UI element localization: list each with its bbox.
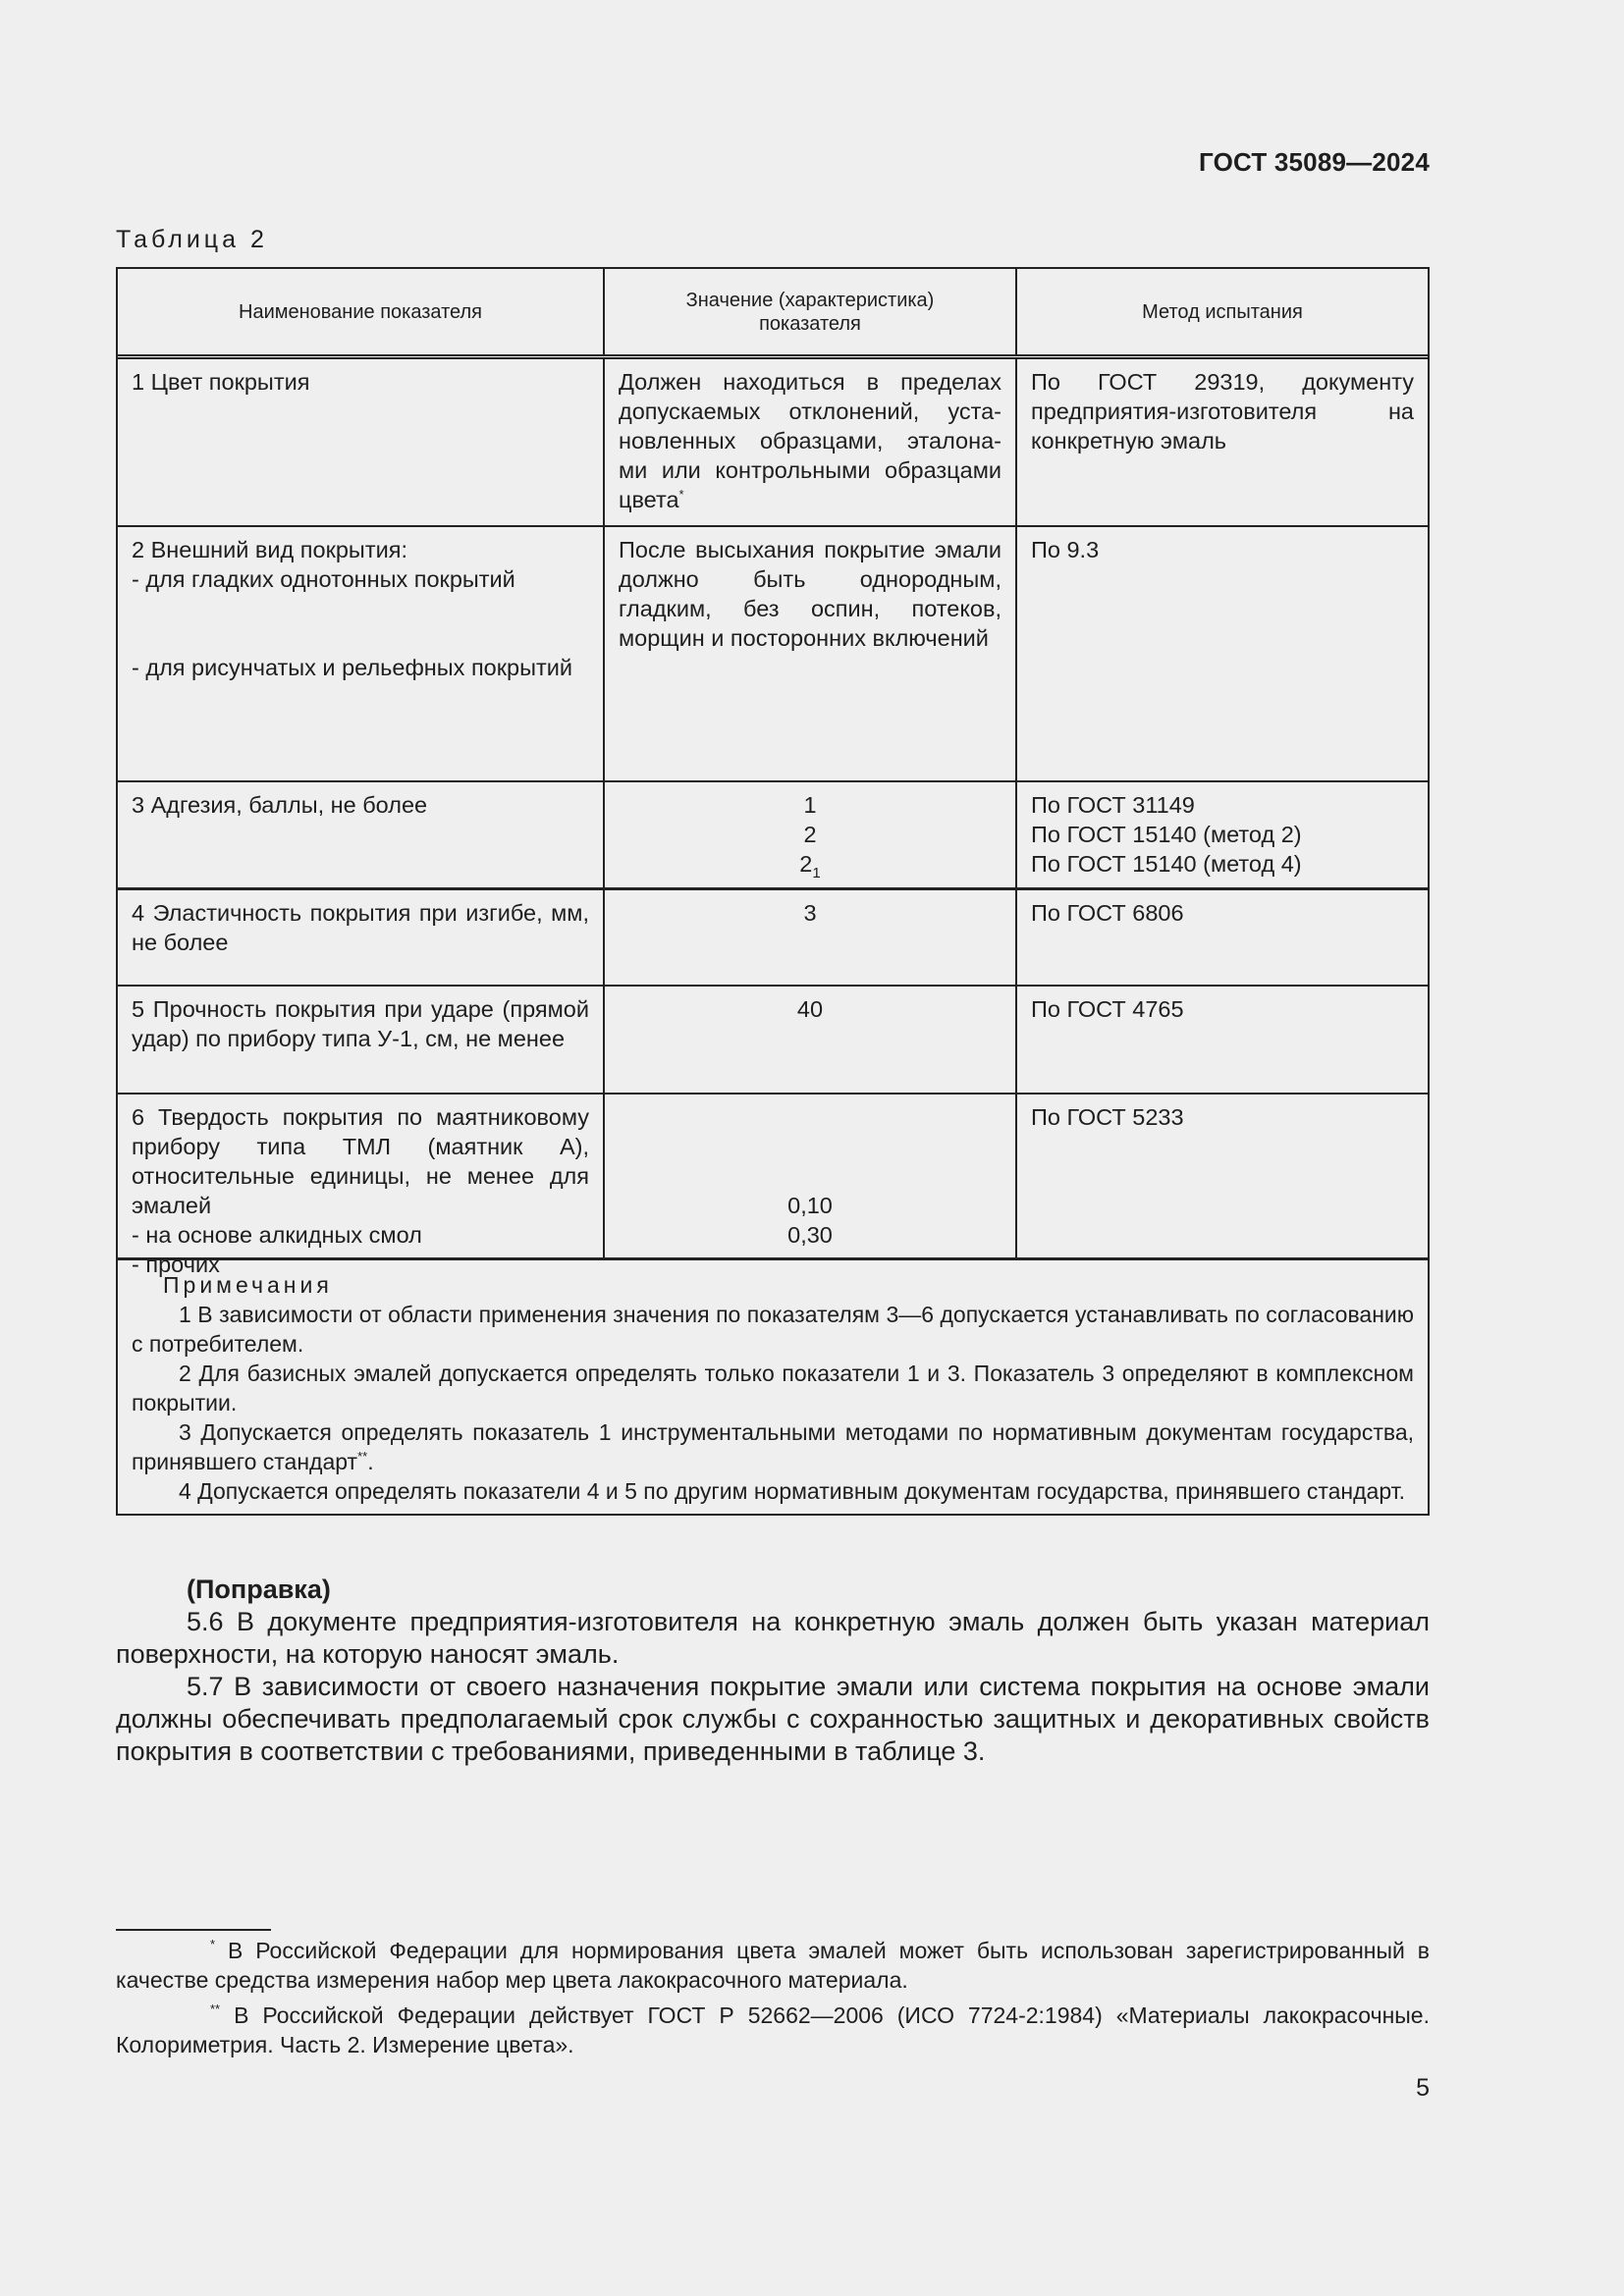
table-row bbox=[118, 782, 1428, 890]
requirements-table bbox=[116, 267, 1430, 1516]
row-5-method: По ГОСТ 4765 bbox=[1031, 996, 1184, 1022]
table-row bbox=[118, 1095, 1428, 1277]
row-5-name: 5 Прочность покрытия при ударе (прямой удар) по прибору типа У-1, см, не менее bbox=[118, 987, 605, 1093]
footnote-1: * В Российской Федерации для нормирования цвета эмалей может быть использован зарегистрированный в качестве средства измерения набор мер цвета лакокрасочного материала. bbox=[116, 1937, 1430, 1993]
row-1-name: 1 Цвет покрытия bbox=[118, 359, 605, 525]
row-5-value: 40 bbox=[605, 987, 1017, 1093]
row-3-name: 3 Адгезия, баллы, не более bbox=[118, 782, 605, 887]
note-item: 1 В зависимости от области применения значения по показателям 3—6 допускается устанавливать по согласованию с потребителем. bbox=[132, 1302, 1414, 1357]
paragraph-5-6: 5.6 В документе предприятия-изготовителя на конкретную эмаль должен быть указан материал поверхности, на которую наносят эмаль. bbox=[116, 1607, 1430, 1669]
column-header-method: Метод испытания bbox=[1142, 300, 1303, 323]
footnote-2: ** В Российской Федерации действует ГОСТ Р 52662—2006 (ИСО 7724-2:1984) «Материалы лакокрасочные. Колориметрия. Часть 2. Измерение цвета». bbox=[116, 2002, 1430, 2057]
row-3-value: 1 2 $2_1$ bbox=[605, 782, 1017, 887]
row-2-value: После высыхания покрытие эмали должно быть однородным, гладким, без оспин, потеков, морщин и посторонних включений bbox=[605, 527, 1017, 780]
column-header-value: Значение (характеристика) показателя bbox=[605, 269, 1017, 354]
footnote-mark: ** bbox=[357, 1449, 368, 1464]
row-6-value: 0,10 0,30 bbox=[605, 1095, 1017, 1257]
note-item: 2 Для базисных эмалей допускается определять только показатели 1 и 3. Показатель 3 определяют в комплексном покрытии. bbox=[132, 1361, 1414, 1415]
note-item: 3 Допускается определять показатель 1 инструментальными методами по нормативным документам государства, принявшего стандарт**. bbox=[132, 1419, 1414, 1474]
note-item: 4 Допускается определять показатели 4 и 5 по другим нормативным документам государства, принявшего стандарт. bbox=[179, 1478, 1406, 1504]
table-notes bbox=[118, 1260, 1428, 1514]
table-caption: Таблица 2 bbox=[116, 226, 268, 253]
row-2-method: По 9.3 bbox=[1031, 537, 1100, 562]
page-number: 5 bbox=[1416, 2074, 1430, 2102]
footnote-separator bbox=[116, 1929, 271, 1931]
row-6-name: 6 Твердость покрытия по маятниковому прибору типа ТМЛ (маятник А), относительные единицы, не менее для эмалей - на основе алкидных смол - прочих bbox=[118, 1095, 605, 1257]
row-6-method: По ГОСТ 5233 bbox=[1031, 1104, 1184, 1130]
footnote-mark: * bbox=[678, 487, 684, 502]
table-header-row bbox=[118, 269, 1428, 359]
row-1-method: По ГОСТ 29319, документу предприятия-изготовителя на конкретную эмаль bbox=[1031, 369, 1414, 454]
column-header-name: Наименование показателя bbox=[118, 269, 605, 354]
row-4-name: 4 Эластичность покрытия при изгибе, мм, не более bbox=[118, 890, 605, 985]
table-row bbox=[118, 890, 1428, 987]
row-4-value: 3 bbox=[605, 890, 1017, 985]
notes-title: Примечания bbox=[163, 1272, 333, 1298]
row-3-method: По ГОСТ 31149 По ГОСТ 15140 (метод 2) По ГОСТ 15140 (метод 4) bbox=[1031, 792, 1302, 877]
row-2-name: 2 Внешний вид покрытия: - для гладких однотонных покрытий - для рисунчатых и рельефных покрытий bbox=[118, 527, 605, 780]
row-4-method: По ГОСТ 6806 bbox=[1031, 900, 1184, 926]
table-row bbox=[118, 527, 1428, 782]
paragraph-5-7: 5.7 В зависимости от своего назначения покрытие эмали или система покрытия на основе эмали должны обеспечивать предполагаемый срок службы с сохранностью защитных и декоративных свойств покрытия в соответствии с требованиями, приведенными в таблице 3. bbox=[116, 1672, 1430, 1766]
table-row bbox=[118, 987, 1428, 1095]
row-1-value: Должен находиться в пределах допускаемых отклонений, уста- новленных образцами, эталона- ми или контрольными образцами цвета* bbox=[605, 359, 1017, 525]
document-number: ГОСТ 35089—2024 bbox=[1199, 147, 1430, 177]
amendment-heading: (Поправка) bbox=[187, 1575, 331, 1604]
table-row bbox=[118, 359, 1428, 527]
